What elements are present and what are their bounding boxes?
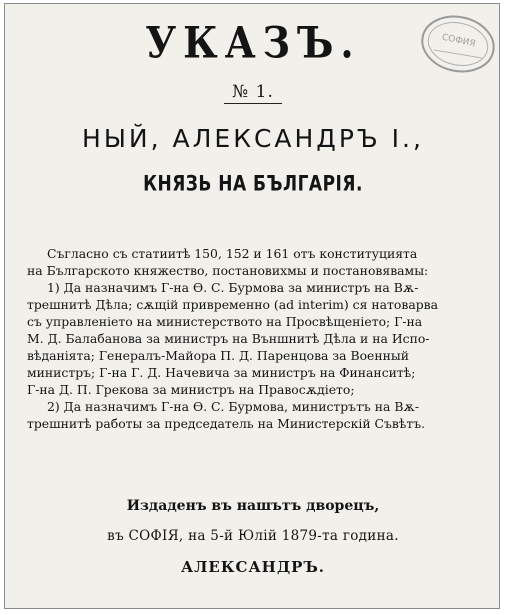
decree-number [5, 82, 500, 104]
body-line: министръ; Г-на Г. Д. Начевича за министръ на Финанситѣ; [27, 365, 416, 380]
body-line: 1) Да назначимъ Г-на Ѳ. С. Бурмова за министръ на Вѫ- [47, 280, 419, 295]
stamp-text: СОФИЯ [440, 32, 477, 50]
decree-body [27, 245, 475, 432]
place-date-line: въ СОФІЯ, на 5-й Юлій 1879-та година. [107, 528, 399, 544]
body-line: Съгласно съ статиитѣ 150, 152 и 161 отъ конституцията [47, 246, 418, 261]
decree-number-text: № 1. [224, 82, 282, 104]
decree-title: УКАЗЪ. [145, 17, 361, 68]
monarch-line: НЫЙ, АЛЕКСАНДРЪ I., [82, 124, 424, 153]
body-line: трешнитѣ работы за председатель на Министерскій Съвѣтъ. [27, 416, 426, 431]
body-line: 2) Да назначимъ Г-на Ѳ. С. Бурмова, министрътъ на Вѫ- [47, 399, 420, 414]
body-line: на Българското княжество, постановихмы и постановявамы: [27, 263, 429, 278]
body-line: вѣданіята; Генералъ-Майора П. Д. Паренцова за Военный [27, 348, 409, 363]
decree-page [4, 3, 500, 609]
body-line: М. Д. Балабанова за министръ на Външнитѣ Дѣла и на Испо- [27, 331, 430, 346]
body-line: съ управленіето на министерството на Просвѣщеніето; Г-на [27, 314, 423, 329]
body-line: Г-на Д. П. Грекова за министръ на Правосѫдіето; [27, 382, 355, 397]
signature: АЛЕКСАНДРЪ. [180, 558, 326, 576]
body-line: трешнитѣ Дѣла; сѫщій привременно (ad interim) ся натоварва [27, 297, 438, 312]
issued-line: Издаденъ въ нашътъ дворецъ, [126, 498, 380, 514]
prince-title: КНЯЗЬ НА БЪЛГАРІЯ. [143, 171, 363, 197]
